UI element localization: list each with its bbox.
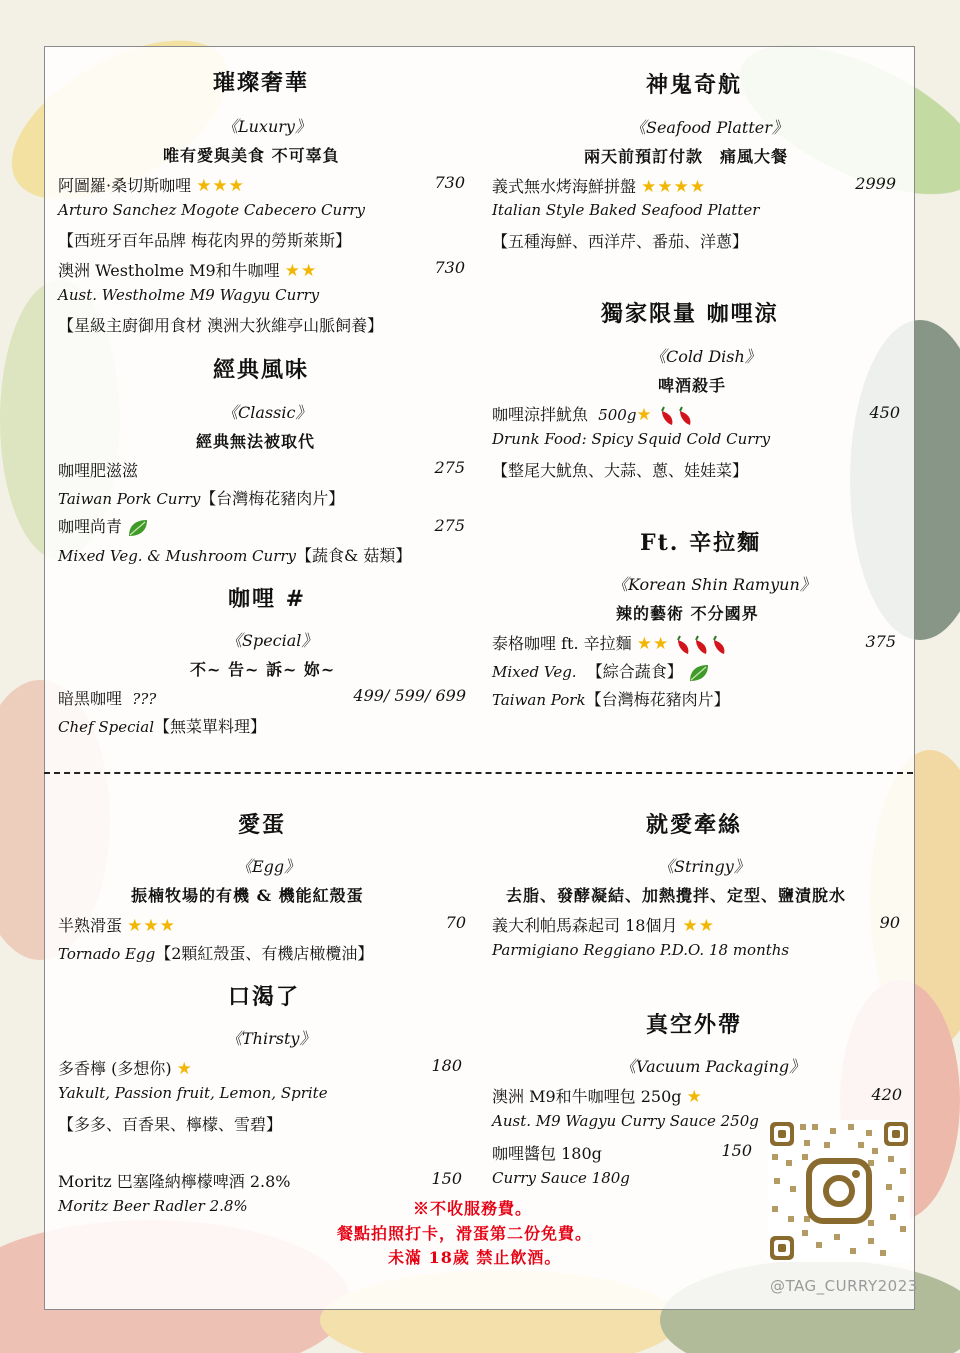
- instagram-handle: @TAG_CURRY2023: [770, 1277, 918, 1295]
- section-subtitle-luxury: 《Luxury》: [222, 117, 311, 136]
- section-title-egg: 愛蛋: [238, 812, 287, 838]
- star-icon: ★★: [284, 261, 318, 281]
- star-icon: ★: [176, 1059, 193, 1079]
- menu-item-name: 義大利帕馬森起司 18個月 ★★: [492, 916, 716, 936]
- menu-item-name: 咖哩肥滋滋: [58, 461, 139, 480]
- section-subtitle-cold-dish: 《Cold Dish》: [650, 347, 761, 366]
- section-title-seafood: 神鬼奇航: [646, 72, 743, 98]
- menu-item-english: Italian Style Baked Seafood Platter: [492, 201, 760, 219]
- lettuce-leaf-icon: [688, 663, 710, 683]
- section-tagline-stringy: 去脂、發酵凝結、加熱攪拌、定型、鹽漬脫水: [506, 886, 847, 905]
- menu-item-name: Moritz 巴塞隆納檸檬啤酒 2.8%: [58, 1172, 291, 1191]
- menu-item-price: 150: [431, 1169, 462, 1188]
- menu-item-english: Drunk Food: Spicy Squid Cold Curry: [492, 430, 771, 448]
- menu-item-price: 2999: [855, 174, 896, 193]
- menu-item-name: 咖哩尚青: [58, 514, 149, 538]
- menu-item-price: 275: [434, 458, 465, 477]
- menu-item-english: Yakult, Passion fruit, Lemon, Sprite: [58, 1084, 328, 1102]
- section-subtitle-vacuum: 《Vacuum Packaging》: [620, 1057, 806, 1076]
- menu-item-desc: Tornado Egg【2顆紅殼蛋、有機店橄欖油】: [58, 944, 374, 963]
- section-tagline-seafood: 兩天前預訂付款 痛風大餐: [584, 147, 789, 166]
- menu-item-price: 375: [865, 632, 896, 651]
- menu-item-english: Aust. Westholme M9 Wagyu Curry: [58, 286, 320, 304]
- star-icon: ★★★★: [641, 177, 707, 197]
- section-title-thirsty: 口渴了: [228, 984, 301, 1010]
- section-tagline-ramyun: 辣的藝術 不分國界: [616, 604, 759, 623]
- star-icon: ★★★: [196, 176, 245, 196]
- section-subtitle-thirsty: 《Thirsty》: [226, 1029, 316, 1048]
- section-tagline-special: 不~ 告~ 訴~ 妳~: [190, 660, 336, 679]
- section-title-luxury: 璀璨奢華: [213, 70, 310, 96]
- section-title-stringy: 就愛牽絲: [646, 812, 743, 838]
- section-subtitle-stringy: 《Stringy》: [658, 857, 750, 876]
- menu-item-price: 90: [879, 913, 900, 932]
- lettuce-leaf-icon: [127, 518, 149, 538]
- menu-item-name: 澳洲 Westholme M9和牛咖哩 ★★: [58, 261, 318, 281]
- menu-item-price: 730: [434, 173, 465, 192]
- menu-item-english: Curry Sauce 180g: [492, 1169, 630, 1187]
- menu-item-note: 【五種海鮮、西洋芹、番茄、洋蔥】: [492, 232, 749, 251]
- notice-no-service-charge: ※不收服務費。: [413, 1199, 533, 1218]
- menu-item-english: Moritz Beer Radler 2.8%: [58, 1197, 248, 1215]
- menu-item-english: Parmigiano Reggiano P.D.O. 18 months: [492, 941, 790, 959]
- menu-item-note: 【西班牙百年品牌 梅花肉界的勞斯萊斯】: [58, 231, 352, 250]
- chili-pepper-icon: [658, 405, 698, 427]
- menu-item-name: 澳洲 M9和牛咖哩包 250g ★: [492, 1087, 703, 1107]
- menu-item-price: 180: [431, 1056, 462, 1075]
- chili-pepper-icon: [674, 634, 734, 656]
- menu-item-note: 【整尾大魷魚、大蒜、蔥、娃娃菜】: [492, 461, 749, 480]
- section-subtitle-egg: 《Egg》: [236, 857, 301, 876]
- menu-item-name: 咖哩醬包 180g: [492, 1144, 602, 1163]
- menu-item-price: 420: [871, 1085, 902, 1104]
- menu-item-price: 499/ 599/ 699: [353, 686, 466, 705]
- section-subtitle-classic: 《Classic》: [222, 403, 312, 422]
- menu-item-price: 450: [869, 403, 900, 422]
- menu-item-note: 【星級主廚御用食材 澳洲大狄維亭山脈飼養】: [58, 316, 384, 335]
- section-title-ramyun: Ft. 辛拉麵: [640, 530, 762, 556]
- instagram-qr-code: [768, 1120, 910, 1262]
- menu-item-desc: Mixed Veg. 【綜合蔬食】: [492, 659, 710, 683]
- menu-item-price: 150: [721, 1141, 752, 1160]
- star-icon: ★★★: [127, 916, 176, 936]
- section-tagline-cold-dish: 啤酒殺手: [658, 376, 727, 395]
- star-icon: ★★: [636, 634, 670, 654]
- menu-item-name: 阿圖羅·桑切斯咖哩 ★★★: [58, 176, 245, 196]
- menu-item-desc: Chef Special【無菜單料理】: [58, 717, 267, 736]
- star-icon: ★★: [682, 916, 716, 936]
- section-tagline-luxury: 唯有愛與美食 不可辜負: [163, 146, 340, 165]
- section-title-cold-dish: 獨家限量 咖哩涼: [601, 301, 779, 327]
- menu-item-name: 暗黑咖哩 ???: [58, 689, 157, 708]
- menu-item-name: 泰格咖哩 ft. 辛拉麵 ★★: [492, 631, 734, 656]
- menu-item-price: 70: [445, 913, 466, 932]
- menu-item-english: Arturo Sanchez Mogote Cabecero Curry: [58, 201, 365, 219]
- menu-item-desc: Taiwan Pork Curry【台灣梅花豬肉片】: [58, 489, 345, 508]
- menu-item-price: 730: [434, 258, 465, 277]
- menu-item-desc: Mixed Veg. & Mushroom Curry【蔬食& 菇類】: [58, 546, 412, 565]
- menu-item-price: 275: [434, 516, 465, 535]
- menu-item-name: 多香檸 (多想你) ★: [58, 1059, 193, 1079]
- menu-item-name: 義式無水烤海鮮拼盤 ★★★★: [492, 177, 707, 197]
- menu-item-note: 【多多、百香果、檸檬、雪碧】: [58, 1115, 283, 1134]
- menu-item-name: 半熟滑蛋 ★★★: [58, 916, 176, 936]
- section-tagline-egg: 振楠牧場的有機 & 機能紅殼蛋: [131, 886, 364, 905]
- menu-item-english: Aust. M9 Wagyu Curry Sauce 250g: [492, 1112, 759, 1130]
- section-subtitle-seafood: 《Seafood Platter》: [630, 118, 788, 137]
- star-icon: ★: [686, 1087, 703, 1107]
- menu-item-desc: Taiwan Pork【台灣梅花豬肉片】: [492, 690, 730, 709]
- section-title-special: 咖哩 #: [228, 586, 307, 612]
- star-icon: ★: [636, 405, 653, 425]
- notice-age-limit: 未滿 18歲 禁止飲酒。: [388, 1248, 562, 1267]
- section-tagline-classic: 經典無法被取代: [196, 432, 316, 451]
- section-subtitle-ramyun: 《Korean Shin Ramyun》: [612, 575, 816, 594]
- section-title-vacuum: 真空外帶: [646, 1012, 743, 1038]
- notice-photo-checkin: 餐點拍照打卡，滑蛋第二份免費。: [337, 1224, 593, 1243]
- section-subtitle-special: 《Special》: [226, 631, 318, 650]
- section-divider: [44, 772, 913, 774]
- menu-item-name: 咖哩涼拌魷魚 500g★: [492, 402, 698, 427]
- section-title-classic: 經典風味: [213, 357, 310, 383]
